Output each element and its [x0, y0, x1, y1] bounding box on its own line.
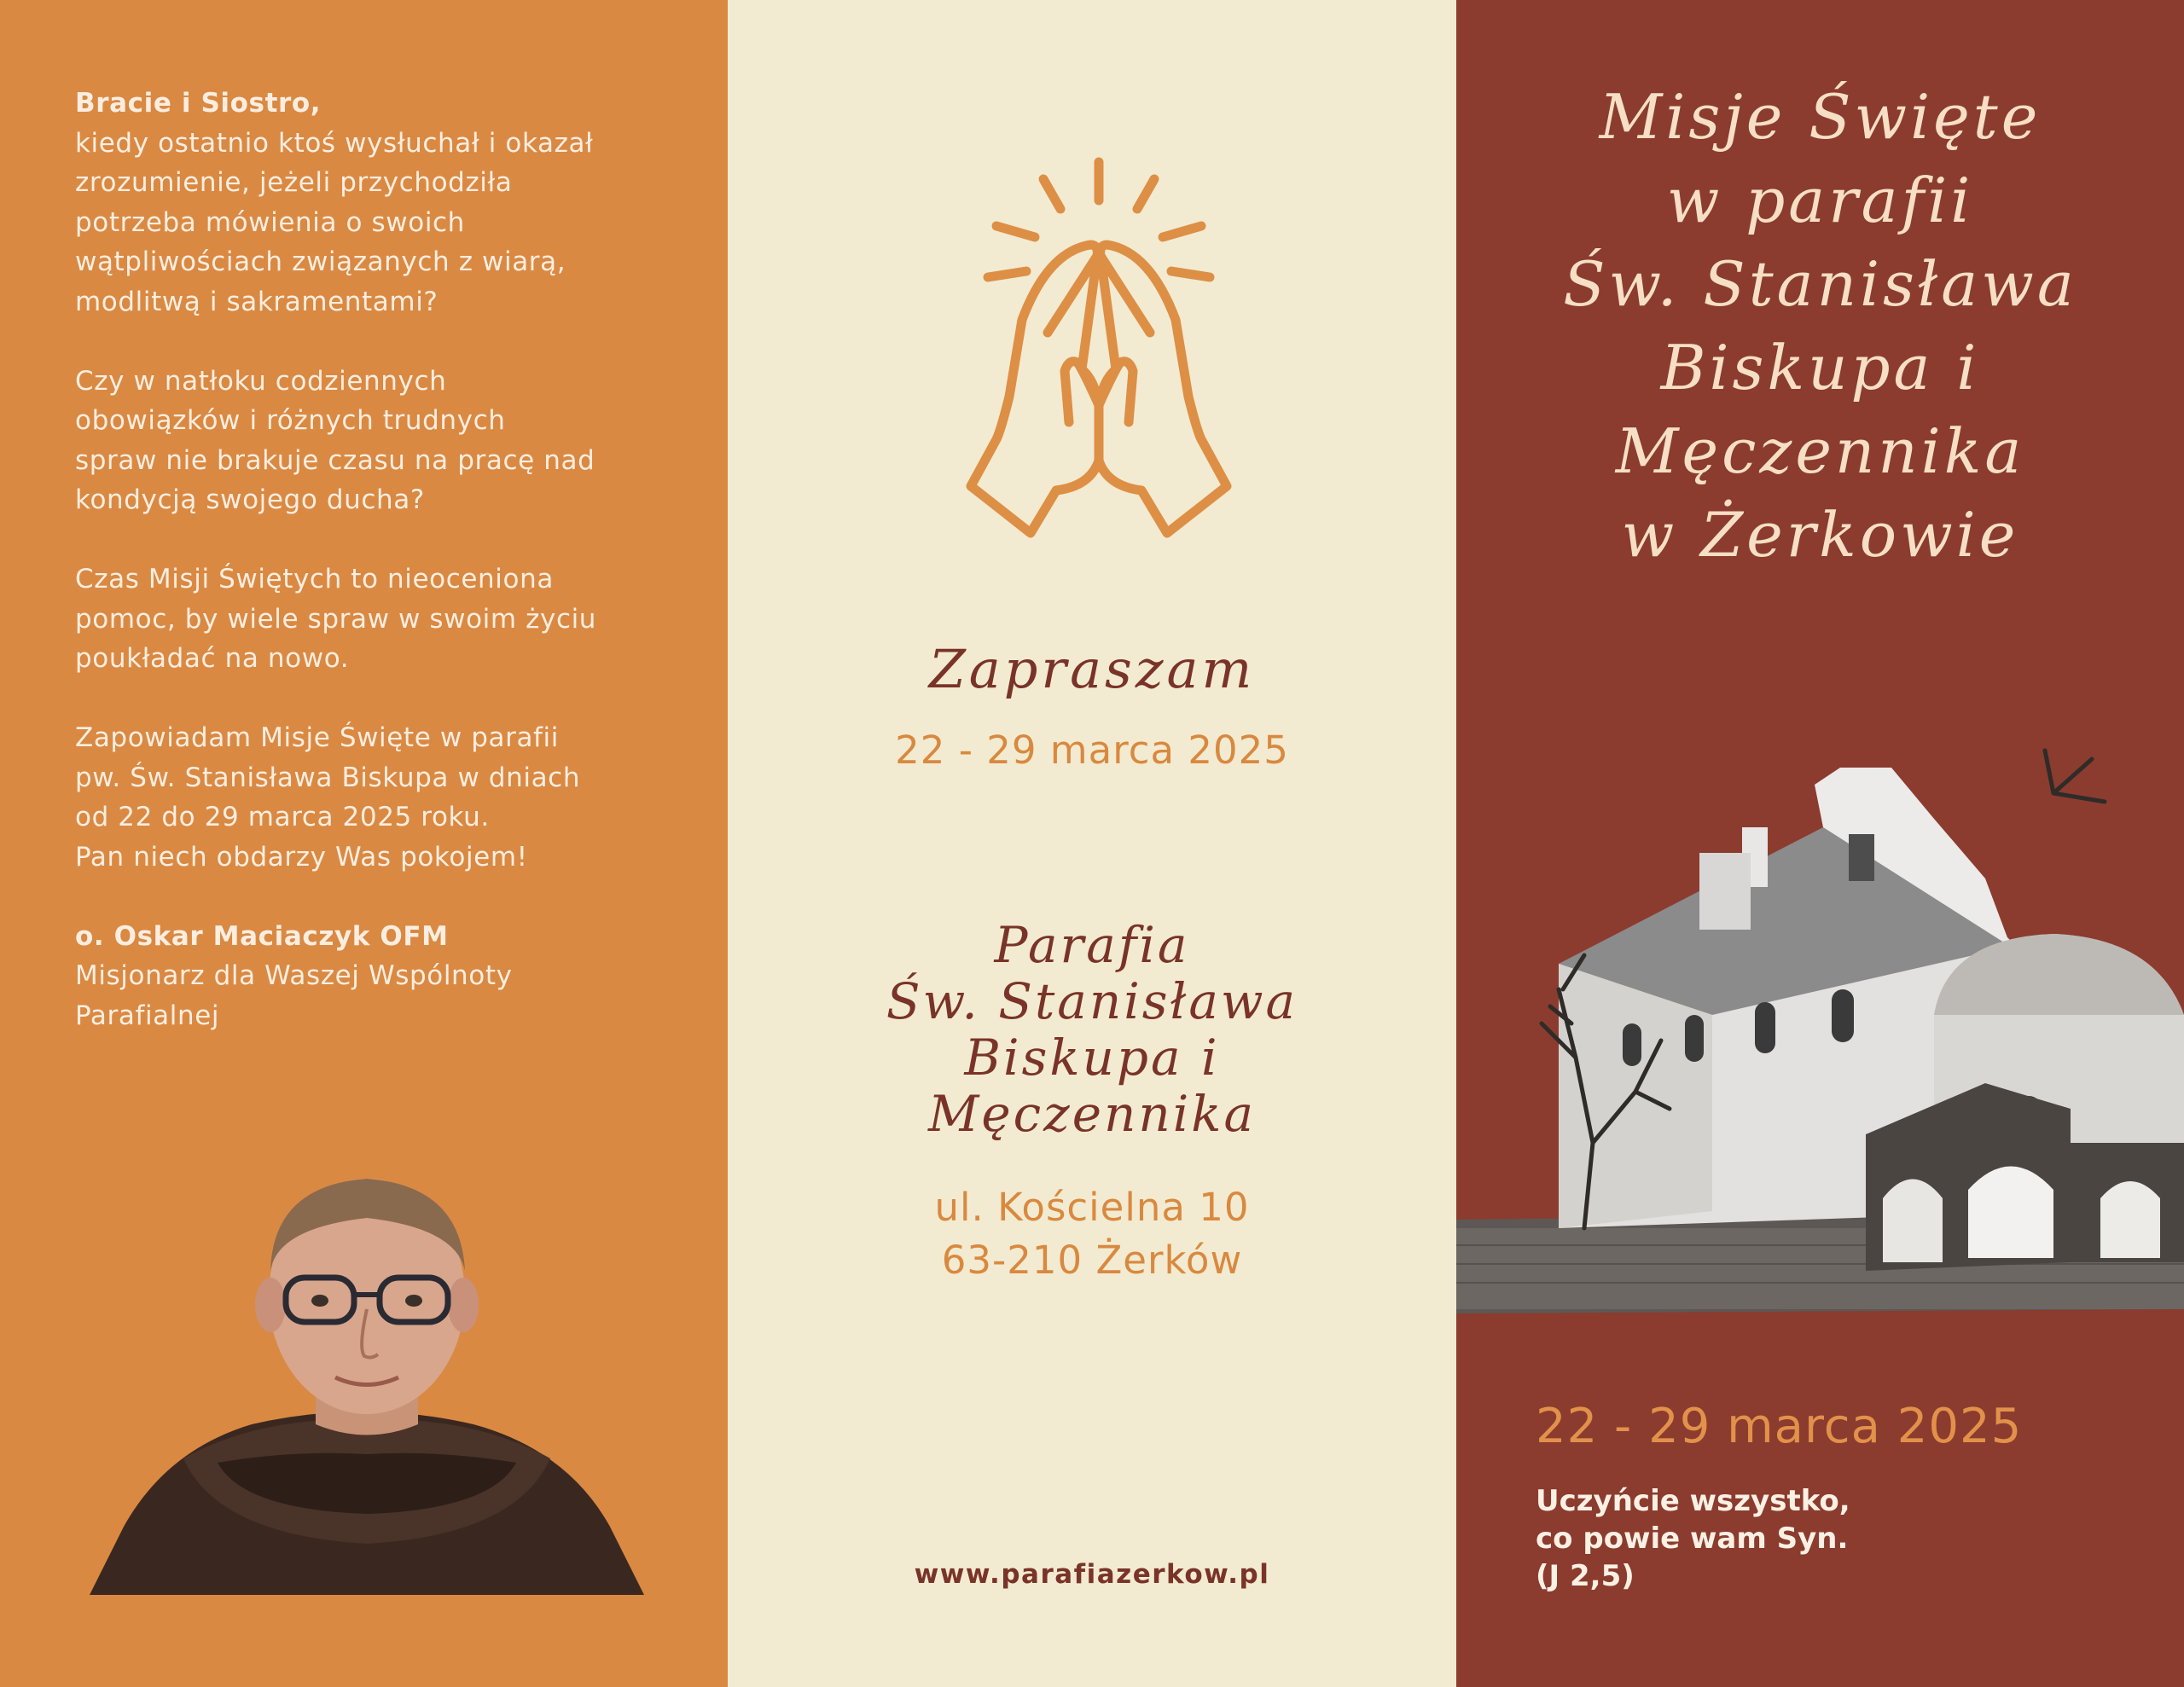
title-line: w Żerkowie — [1621, 499, 2019, 571]
parish-line: Biskupa i — [964, 1029, 1220, 1087]
title-line: Misje Święte — [1599, 81, 2042, 153]
letter-line: Czas Misji Świętych to nieoceniona — [75, 564, 554, 594]
title-line: w parafii — [1666, 165, 1974, 236]
letter-line: kondycją swojego ducha? — [75, 484, 425, 515]
letter-line: spraw nie brakuje czasu na pracę nad — [75, 444, 595, 476]
letter-line: wątpliwościach związanych z wiarą, — [75, 246, 566, 277]
letter-line: zrozumienie, jeżeli przychodziła — [75, 167, 513, 198]
letter-line: Zapowiadam Misje Święte w parafii — [75, 722, 559, 753]
letter-line: pw. Św. Stanisława Biskupa w dniach — [75, 762, 581, 793]
address-street: ul. Kościelna 10 — [934, 1185, 1250, 1230]
letter-line: Pan niech obdarzy Was pokojem! — [75, 841, 528, 872]
address-city: 63-210 Żerków — [941, 1238, 1243, 1283]
middle-panel — [728, 0, 1456, 1687]
letter-line: od 22 do 29 marca 2025 roku. — [75, 802, 490, 832]
title-line: Biskupa i — [1660, 332, 1980, 403]
church-photo — [1456, 733, 2184, 1313]
priest-photo — [90, 1168, 644, 1595]
signature-role: Misjonarz dla Waszej Wspólnoty — [75, 960, 513, 991]
letter-text — [75, 84, 689, 1075]
website-link[interactable]: www.parafiazerkow.pl — [914, 1559, 1270, 1590]
praying-hands-icon — [954, 149, 1244, 550]
letter-line: poukładać na nowo. — [75, 643, 350, 674]
cover-title — [1456, 75, 2184, 577]
letter-line: modlitwą i sakramentami? — [75, 286, 439, 317]
quote-reference: (J 2,5) — [1536, 1559, 1635, 1593]
letter-line: kiedy ostatnio ktoś wysłuchał i okazał — [75, 127, 594, 159]
cover-date: 22 - 29 marca 2025 — [1536, 1399, 2023, 1454]
title-line: Męczennika — [1615, 415, 2025, 487]
letter-line: potrzeba mówienia o swoich — [75, 206, 465, 238]
quote-line: Uczyńcie wszystko, — [1536, 1484, 1850, 1518]
letter-line: Czy w natłoku codziennych — [75, 365, 447, 397]
quote-line: co powie wam Syn. — [1536, 1522, 1849, 1556]
left-panel — [0, 0, 728, 1687]
parish-line: Św. Stanisława — [886, 972, 1298, 1030]
invite-date: 22 - 29 marca 2025 — [895, 728, 1289, 773]
signature-role: Parafialnej — [75, 1000, 220, 1031]
invite-heading: Zapraszam — [928, 638, 1256, 700]
parish-line: Męczennika — [927, 1085, 1257, 1143]
letter-greeting: Bracie i Siostro, — [75, 88, 322, 119]
signature-name: o. Oskar Maciaczyk OFM — [75, 920, 449, 952]
parish-name — [728, 917, 1456, 1142]
scripture-quote — [1536, 1482, 2150, 1595]
title-line: Św. Stanisława — [1563, 248, 2077, 320]
letter-line: obowiązków i różnych trudnych — [75, 405, 506, 436]
parish-address — [728, 1181, 1456, 1287]
letter-line: pomoc, by wiele spraw w swoim życiu — [75, 603, 597, 635]
parish-line: Parafia — [994, 916, 1190, 974]
